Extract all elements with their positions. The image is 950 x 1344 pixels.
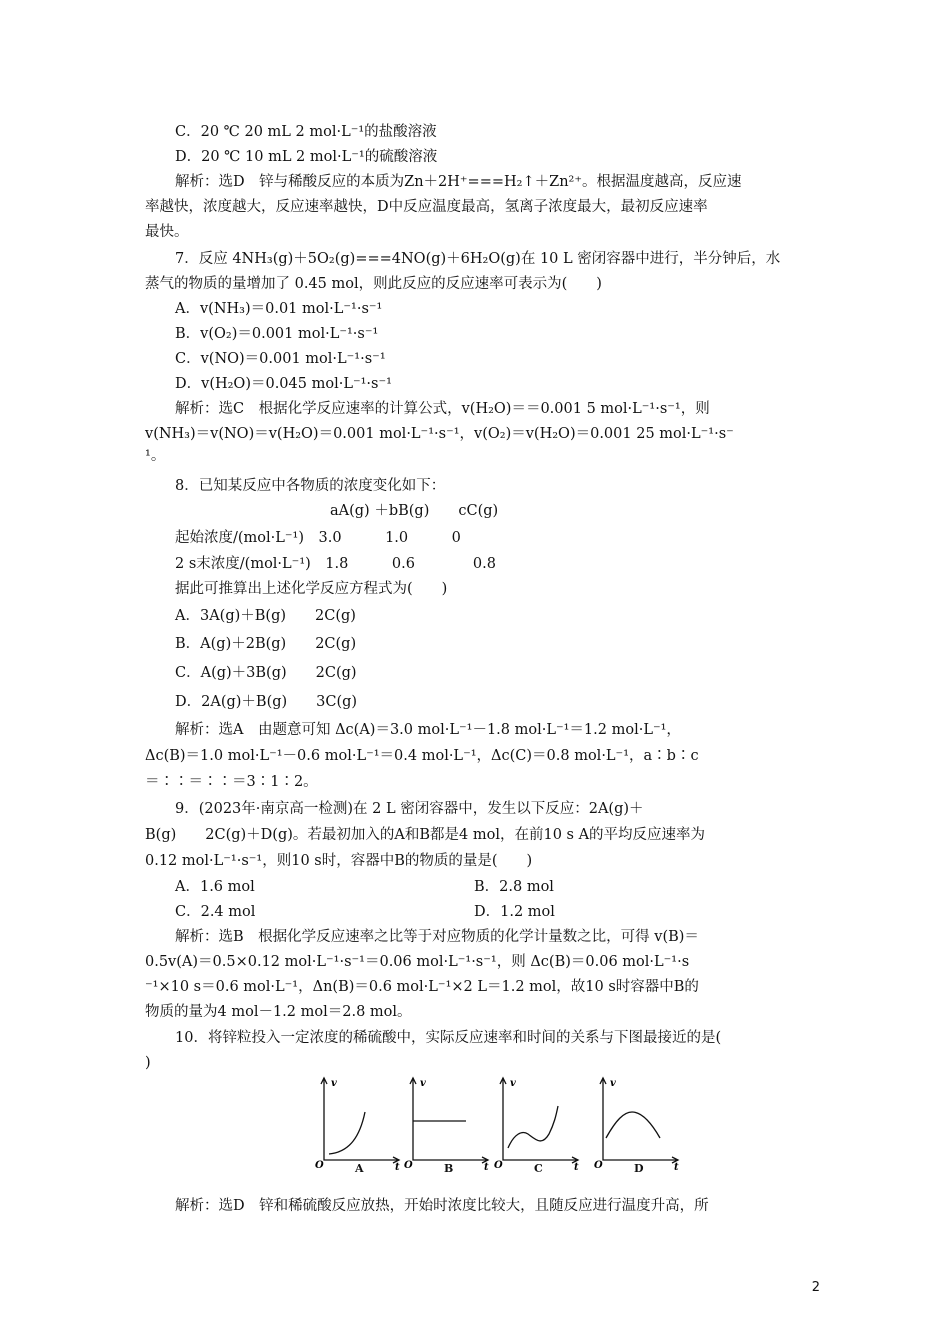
graph-b-axes xyxy=(413,1078,488,1160)
final-concentration-row: 2 s末浓度/(mol·L⁻¹) 1.8 0.6 0.8 xyxy=(175,556,496,572)
analysis-q6-line1: 解析：选D 锌与稀酸反应的本质为Zn＋2H⁺===H₂↑＋Zn²⁺。根据温度越高，反应速 xyxy=(175,174,742,190)
initial-concentration-row: 起始浓度/(mol·L⁻¹) 3.0 1.0 0 xyxy=(175,530,461,546)
option-d-q6: D．20 ℃ 10 mL 2 mol·L⁻¹的硫酸溶液 xyxy=(175,149,438,165)
analysis-q7-line1: 解析：选C 根据化学反应速率的计算公式，v(H₂O)＝＝0.001 5 mol·L⁻¹·s⁻¹，则 xyxy=(175,401,710,417)
question-9-line3: 0.12 mol·L⁻¹·s⁻¹，则10 s时，容器中B的物质的量是( ) xyxy=(145,853,533,869)
graph-c-svg xyxy=(494,1076,584,1172)
graph-a-curve xyxy=(329,1112,365,1154)
option-c-q6: C．20 ℃ 20 mL 2 mol·L⁻¹的盐酸溶液 xyxy=(175,124,437,140)
analysis-q9-line1: 解析：选B 根据化学反应速率之比等于对应物质的化学计量数之比，可得 v(B)＝ xyxy=(175,929,699,945)
reaction-equation-q8: aA(g) ＋bB(g) cC(g) xyxy=(330,503,499,519)
option-b-q8: B．A(g)＋2B(g) 2C(g) xyxy=(175,636,357,652)
analysis-q9-line4: 物质的量为4 mol－1.2 mol＝2.8 mol。 xyxy=(145,1004,412,1020)
analysis-q6-line2: 率越快，浓度越大，反应速率越快，D中反应温度最高，氢离子浓度最大，最初反应速率 xyxy=(145,199,708,215)
option-c-q7: C．v(NO)＝0.001 mol·L⁻¹·s⁻¹ xyxy=(175,351,386,367)
graph-d-curve xyxy=(606,1112,660,1138)
graph-d-t-label: t xyxy=(674,1162,679,1173)
graph-c-t-label: t xyxy=(574,1162,579,1173)
analysis-q10-line1: 解析：选D 锌和稀硫酸反应放热，开始时浓度比较大，且随反应进行温度升高，所 xyxy=(175,1198,709,1214)
question-9-line1: 9．(2023年·南京高一检测)在 2 L 密闭容器中，发生以下反应：2A(g)＋ xyxy=(175,801,644,817)
analysis-q8-line2: Δc(B)＝1.0 mol·L⁻¹－0.6 mol·L⁻¹＝0.4 mol·L⁻¹，Δc(C)＝0.8 mol·L⁻¹，a∶b∶c xyxy=(145,748,699,764)
graph-b-caption: B xyxy=(444,1162,454,1175)
option-b-q7: B．v(O₂)＝0.001 mol·L⁻¹·s⁻¹ xyxy=(175,326,379,342)
graph-b-v-label: v xyxy=(420,1078,426,1089)
question-7-line2: 蒸气的物质的量增加了 0.45 mol，则此反应的反应速率可表示为( ) xyxy=(145,276,602,292)
graph-b-origin-label: O xyxy=(404,1160,413,1171)
analysis-q8-line1: 解析：选A 由题意可知 Δc(A)＝3.0 mol·L⁻¹－1.8 mol·L⁻¹＝1.2 mol·L⁻¹， xyxy=(175,722,681,738)
graph-a xyxy=(315,1076,405,1175)
graph-c-curve xyxy=(508,1106,558,1148)
graph-c-caption: C xyxy=(534,1162,543,1175)
analysis-q8-line3: ＝∶∶＝∶∶＝3∶1∶2。 xyxy=(145,774,318,790)
graph-c-v-label: v xyxy=(510,1078,516,1089)
graph-d xyxy=(594,1076,684,1175)
question-8-line2: 据此可推算出上述化学反应方程式为( ) xyxy=(175,581,448,597)
question-10-line1: 10．将锌粒投入一定浓度的稀硫酸中，实际反应速率和时间的关系与下图最接近的是( xyxy=(175,1030,722,1046)
graph-c-axes xyxy=(503,1078,578,1160)
analysis-q9-line3: ⁻¹×10 s＝0.6 mol·L⁻¹，Δn(B)＝0.6 mol·L⁻¹×2 L＝1.2 mol，故10 s时容器中B的 xyxy=(145,979,699,995)
option-d-q7: D．v(H₂O)＝0.045 mol·L⁻¹·s⁻¹ xyxy=(175,376,392,392)
option-a-q8: A．3A(g)＋B(g) 2C(g) xyxy=(175,608,356,624)
question-8-line1: 8．已知某反应中各物质的浓度变化如下： xyxy=(175,478,446,494)
question-9-line2: B(g) 2C(g)＋D(g)。若最初加入的A和B都是4 mol，在前10 s A的平均反应速率为 xyxy=(145,827,706,843)
graph-a-t-label: t xyxy=(395,1162,400,1173)
graph-a-origin-label: O xyxy=(315,1160,324,1171)
option-b-q9: B．2.8 mol xyxy=(474,879,554,895)
graph-a-caption: A xyxy=(355,1162,364,1175)
question-10-line2: ) xyxy=(145,1055,151,1071)
page-number: 2 xyxy=(811,1280,820,1295)
graph-b-svg xyxy=(404,1076,494,1172)
graph-a-v-label: v xyxy=(331,1078,337,1089)
graph-d-origin-label: O xyxy=(594,1160,603,1171)
option-d-q8: D．2A(g)＋B(g) 3C(g) xyxy=(175,694,358,710)
question-7-line1: 7．反应 4NH₃(g)＋5O₂(g)===4NO(g)＋6H₂O(g)在 10 L 密闭容器中进行，半分钟后，水 xyxy=(175,251,781,267)
analysis-q6-line3: 最快。 xyxy=(145,224,189,240)
graph-d-v-label: v xyxy=(610,1078,616,1089)
graph-a-axes xyxy=(324,1078,399,1160)
option-a-q7: A．v(NH₃)＝0.01 mol·L⁻¹·s⁻¹ xyxy=(175,301,383,317)
option-d-q9: D．1.2 mol xyxy=(474,904,555,920)
graph-c xyxy=(494,1076,584,1175)
graph-d-svg xyxy=(594,1076,684,1172)
option-c-q9: C．2.4 mol xyxy=(175,904,256,920)
graph-c-origin-label: O xyxy=(494,1160,503,1171)
analysis-q7-line2: v(NH₃)＝v(NO)＝v(H₂O)＝0.001 mol·L⁻¹·s⁻¹，v(O₂)＝v(H₂O)＝0.001 25 mol·L⁻¹·s⁻ xyxy=(145,426,734,442)
option-a-q9: A．1.6 mol xyxy=(175,879,255,895)
graph-a-svg xyxy=(315,1076,405,1172)
analysis-q7-line3: ¹。 xyxy=(145,448,166,464)
graph-b xyxy=(404,1076,494,1175)
option-c-q8: C．A(g)＋3B(g) 2C(g) xyxy=(175,665,357,681)
graph-d-caption: D xyxy=(634,1162,644,1175)
graph-d-axes xyxy=(603,1078,678,1160)
graph-b-t-label: t xyxy=(484,1162,489,1173)
analysis-q9-line2: 0.5v(A)＝0.5×0.12 mol·L⁻¹·s⁻¹＝0.06 mol·L⁻¹·s⁻¹，则 Δc(B)＝0.06 mol·L⁻¹·s xyxy=(145,954,690,970)
